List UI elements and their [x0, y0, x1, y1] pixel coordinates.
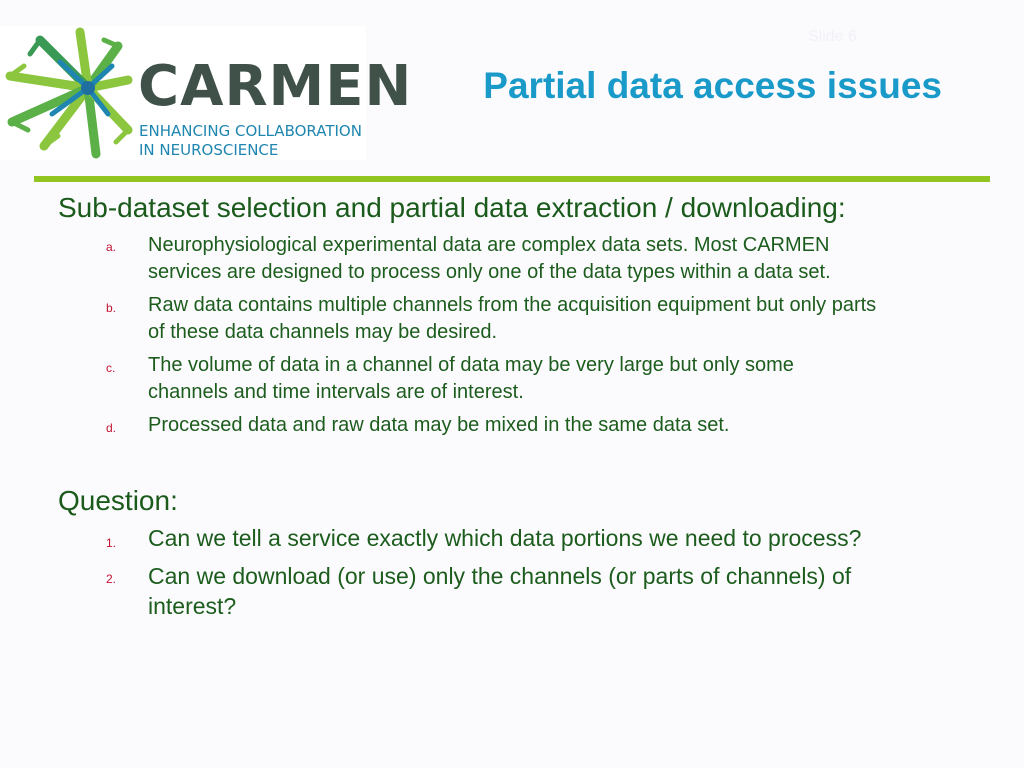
slide-number: Slide 6 — [808, 28, 857, 45]
list-item-b-line1: Raw data contains multiple channels from the acquisition equipment but only parts — [148, 294, 877, 316]
list-marker-2: 2. — [106, 572, 117, 586]
title-divider — [34, 176, 990, 182]
list-marker-a: a. — [106, 240, 117, 254]
list-item-c-line1: The volume of data in a channel of data may be very large but only some — [148, 354, 794, 376]
logo-wordmark: CARMEN — [138, 54, 413, 119]
list-item-a-line1: Neurophysiological experimental data are complex data sets. Most CARMEN — [148, 234, 830, 256]
list-item-b — [148, 292, 988, 346]
list-item-c — [148, 352, 988, 406]
question-item-1 — [148, 523, 988, 553]
list-item-b-line2: of these data channels may be desired. — [148, 321, 498, 343]
list-item-a — [148, 232, 988, 286]
list-item-d-line1: Processed data and raw data may be mixed in the same data set. — [148, 414, 730, 436]
logo-tagline-line1: ENHANCING COLLABORATION — [139, 122, 362, 140]
question-item-1-line1: Can we tell a service exactly which data portions we need to process? — [148, 525, 862, 551]
section-heading-question: Question: — [58, 485, 178, 516]
neuron-starburst-icon — [0, 26, 136, 160]
carmen-logo — [0, 26, 413, 160]
section-heading-subdataset: Sub-dataset selection and partial data extraction / downloading: — [58, 192, 846, 223]
question-item-2-line1: Can we download (or use) only the channels (or parts of channels) of — [148, 563, 852, 589]
list-item-c-line2: channels and time intervals are of interest. — [148, 381, 524, 403]
list-marker-c: c. — [106, 361, 116, 375]
logo-tagline-line2: IN NEUROSCIENCE — [139, 141, 279, 159]
slide-title: Partial data access issues — [483, 65, 942, 106]
list-marker-b: b. — [106, 301, 117, 315]
question-item-2 — [148, 561, 988, 621]
question-item-2-line2: interest? — [148, 593, 237, 619]
list-item-d — [148, 412, 988, 439]
list-item-a-line2: services are designed to process only one of the data types within a data set. — [148, 261, 831, 283]
list-marker-1: 1. — [106, 536, 117, 550]
list-marker-d: d. — [106, 421, 117, 435]
